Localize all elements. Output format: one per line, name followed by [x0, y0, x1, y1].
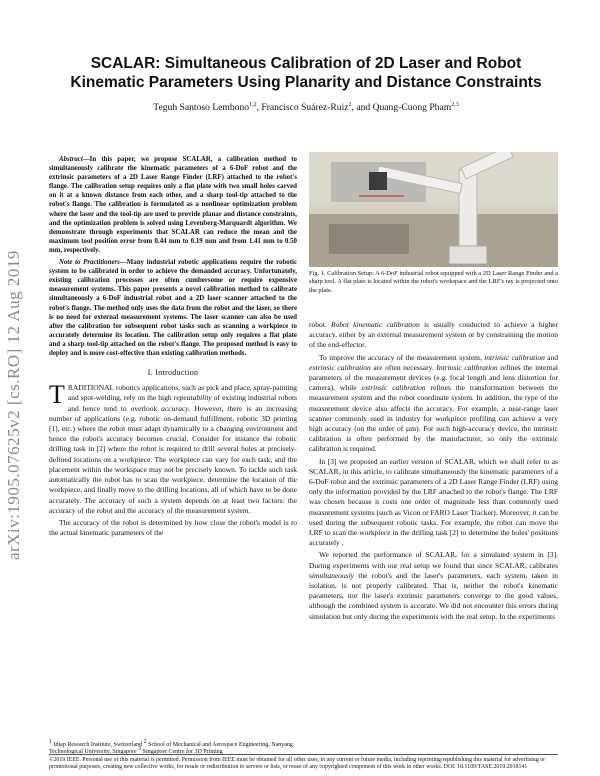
- intro-paragraph: TRADITIONAL robotics applications, such as pick and place, spray-painting and spot-welding, rely on the high repeatability of existing industrial robots and hence tend to overlook accuracy. However, there is an increasing number of applications (e.g. robotic on-demand fulfillment, robotic 3D printing [1], etc.) where the robot must adapt dynamically to a changing environment and hence the robot's accuracy becomes crucial. Consider for instance the robotic drilling task in [2] where the robot is required to drill several holes at precisely-defined locations on a workpiece. The workpiece can vary for each task, and the placement within the workspace may not be precisely known. To tackle such task automatically the robot has to scan the workpiece, determine the location of the workpiece, and finally move to the drilling locations, all of which have to be done accurately. The accuracy of such a system depends on at least two factors: the accuracy of the robot and the accuracy of the measurement system.: [49, 380, 297, 515]
- drop-cap: T: [49, 380, 65, 410]
- body-paragraph: robot. Robot kinematic calibration is usually conducted to achieve a higher accuracy, either by an external measurement system or by constraining the motion of the end-effector.: [309, 320, 559, 350]
- affiliation-mark: 2: [348, 101, 352, 108]
- paper-title: SCALAR: Simultaneous Calibration of 2D Laser and Robot Kinematic Parameters Using Planarity and Distance Constraints: [70, 55, 542, 91]
- abstract: [49, 155, 297, 358]
- robot-photo-illustration: [309, 152, 558, 267]
- copyright-notice: ©2019 IEEE. Personal use of this material is permitted. Permission from IEEE must be obtained for all other uses, in any current or future media, including reprinting/republishing this material for advertising or promotional purposes, creating new collective works, for resale or redistribution to servers or lists, or reuse of any copyrighted component of this work in other works. DOI: 10.1109/TASE.2019.2918141: [49, 754, 558, 771]
- abstract-text: —In this paper, we propose SCALAR, a calibration method to simultaneously calibrate the kinematic parameters of a 6-DoF robot and the extrinsic parameters of a 2D Laser Range Finder (LRF) attached to the robot's flange. The calibration setup requires only a flat plate with two small holes carved on it at a known distance from each other, and a sharp tool-tip attached to the robot's flange. The calibration is formulated as a nonlinear optimization problem where the laser and the tool-tip are used to provide planar and distance constraints, and the optimization problem is solved using Levenberg-Marquardt algorithm. We demonstrate through experiments that SCALAR can reduce the mean and the maximum tool position error from 0.44 mm to 0.19 mm and from 1.41 mm to 0.50 mm, respectively.: [49, 156, 297, 254]
- practitioners-text: —Many industrial robotic applications require the robotic system to be calibrated in order to achieve the demanded accuracy. Unfortunately, existing calibration processes are often cumbersome or require expensive measurement systems. This paper presents a novel calibration method to calibrate simultaneously a 6-DoF industrial robot and a 2D laser scanner attached to the robot's flange. The method only uses the data from the robot and the laser, so there is no need for external measurement systems. The laser scanner can also be used after the calibration for subsequent robot tasks such as scanning a workpiece to accurately determine its location. The calibration setup only requires a flat plate and a sharp tool-tip attached on the robot's flange. The proposed method is easy to deploy and is more cost-effective than existing calibration methods.: [49, 259, 297, 357]
- affiliation-mark: 1,2: [249, 101, 257, 108]
- author-list: Teguh Santoso Lembono$^{1,2}$, Francisco Suárez-Ruiz$^2$, and Quang-Cuong Pham$^{2,3}$: [153, 101, 459, 113]
- author-name: Teguh Santoso Lembono: [153, 102, 250, 113]
- body-paragraph: We reported the performance of SCALARₒ for a simulated system in [3]. During experiments with our real setup we found that since SCALARₒ calibrates simultaneously the robot's and the laser's parameters, each system, taken in isolation, is not properly calibrated. That is, neither the robot's kinematic parameters, nor the laser's extrinsic parameters converge to the good values, although the combined system is accurate. We did not encounter this errors during simulation but only during the experiments with the real setup. In the experiments: [309, 550, 558, 621]
- arxiv-identifier: arXiv:1905.07625v2 [cs.RO] 12 Aug 2019: [4, 250, 23, 560]
- author-name: Francisco Suárez-Ruiz: [261, 102, 349, 113]
- body-paragraph: In [3] we proposed an earlier version of SCALAR, which we shall refer to as SCALARₒ in this article, to calibrate simultaneously the kinematic parameters of a 6-DoF robot and the extrinsic parameters of a 2D Laser Range Finder (LRF) using only the information provided by the LRF attached to the robot's flange. The LRF was chosen because it costs one order of magnitude less than commonly used measurement systems (such as Vicon or FARO Laser Tracker). Moreover, it can be used during the subsequent robotic tasks. For example, the robot can move the LRF to scan the workpiece in the drilling task [2] to determine the holes' positions accurately .: [309, 456, 558, 548]
- footnote: $^1$ Idiap Research Institute, Switzerland $^2$ School of Mechanical and Aerospace Engineering, Nanyang Technological University, Singapore $^3$ Singapore Centre for 3D Printing: [49, 739, 293, 756]
- right-column: [309, 320, 558, 624]
- author-name: Quang-Cuong Pham: [372, 102, 452, 113]
- affiliation-mark: 2,3: [451, 101, 459, 108]
- left-column: [49, 155, 297, 540]
- figure-photo: [309, 152, 558, 267]
- section-heading: I. Introduction: [147, 368, 199, 378]
- abstract-label: Abstract: [59, 156, 83, 163]
- figure-caption: Fig. 1. Calibration Setup: A 6-DoF industrial robot equipped with a 2D Laser Range Finder and a sharp tool. A flat plate is located within the robot's workspace and the LRF's ray is projected onto the plate.: [309, 270, 558, 294]
- practitioners-label: Note to Practitioners: [59, 259, 120, 267]
- body-paragraph: To improve the accuracy of the measurement system, intrinsic calibration and extrinsic calibration are often necessary. Intrinsic calibration refines the internal parameters of the measurement devices (e.g. focal length and lens distortion for camera), while extrinsic calibration refines the transformation between the measurement system and the robot coordinate system. In addition, the type of the measurement device also affects the accuracy. For example, a near-range laser scanner commonly used in industry for workpiece profiling can achieve a very high accuracy (on the order of µm). For such high-accuracy device, the intrinsic calibration is often performed by the manufacturer, so only the extrinsic calibration is required.: [309, 352, 558, 454]
- intro-paragraph: The accuracy of the robot is determined by how close the robot's model is to the actual kinematic parameters of the: [49, 517, 297, 538]
